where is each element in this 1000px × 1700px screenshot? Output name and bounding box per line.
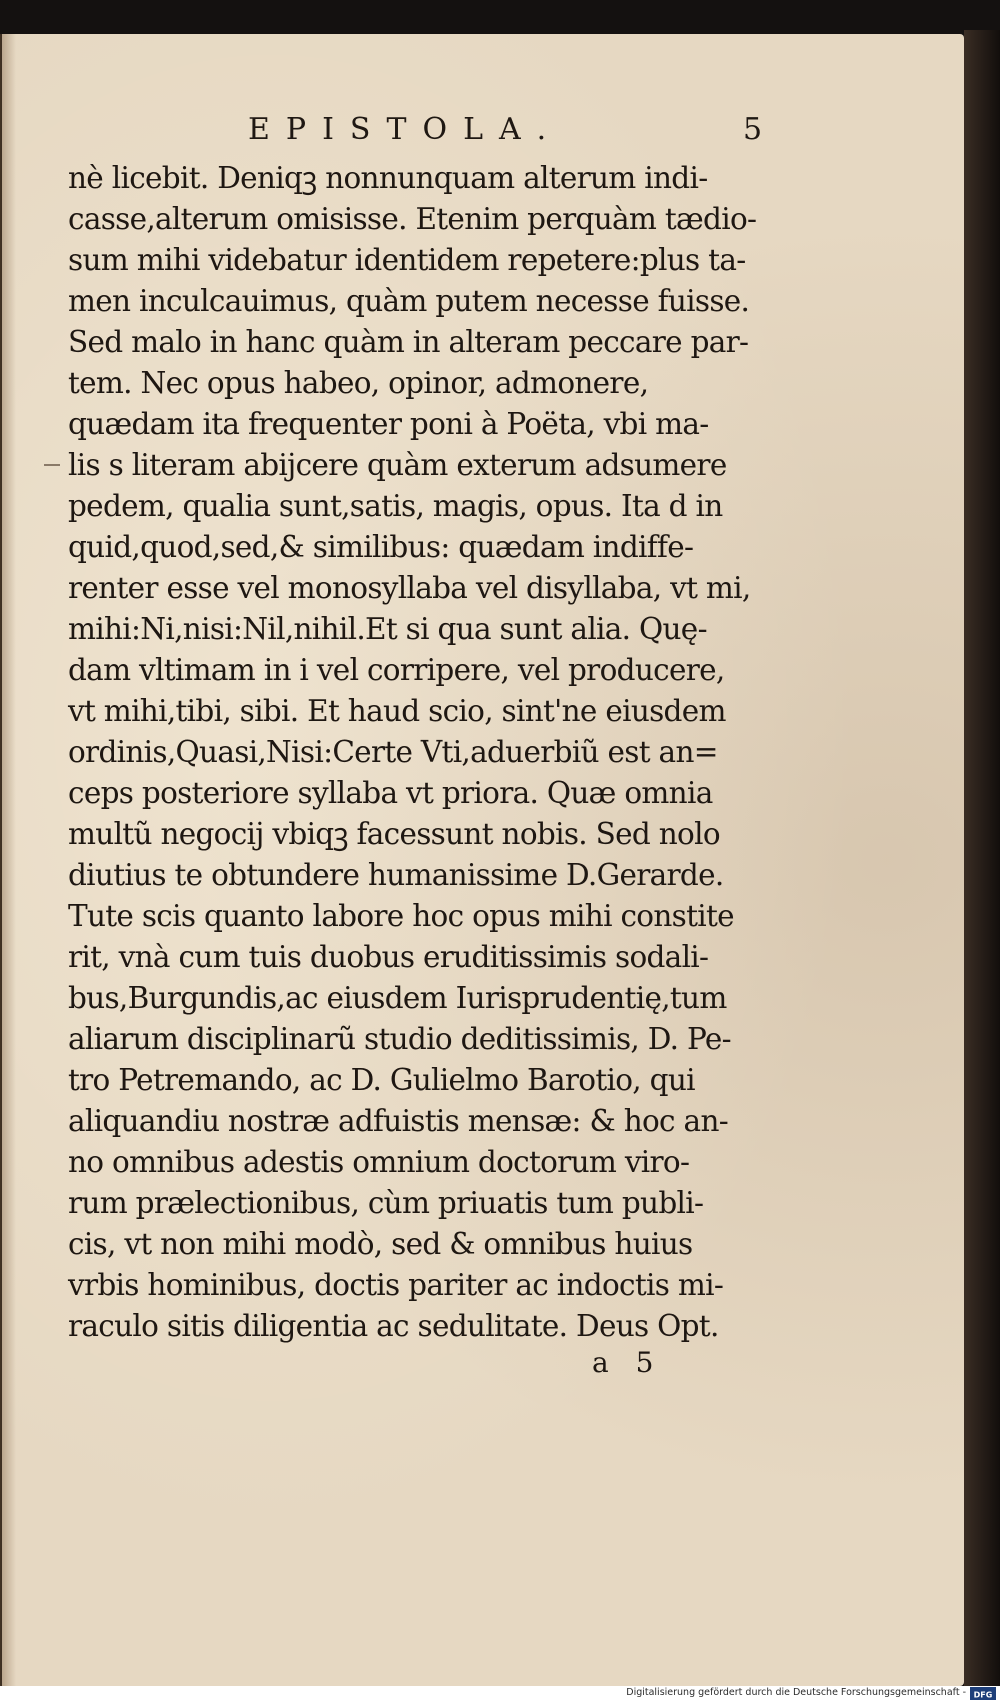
text-line: lis s literam abijcere quàm exterum adsumere [68, 448, 727, 482]
spine-shadow [0, 34, 16, 1686]
text-line: aliquandiu nostræ adfuistis mensæ: & hoc an- [68, 1104, 729, 1138]
text-line: ordinis,Quasi,Nisi:Certe Vti,aduerbiũ est an= [68, 735, 718, 769]
text-line: nè licebit. Deniqꝫ nonnunquam alterum indi- [68, 161, 708, 195]
text-line: sum mihi videbatur identidem repetere:plus ta- [68, 243, 746, 277]
text-line: ceps posteriore syllaba vt priora. Quæ omnia [68, 776, 713, 810]
text-line: vt mihi,tibi, sibi. Et haud scio, sint'ne eiusdem [68, 694, 726, 728]
text-line: no omnibus adestis omnium doctorum viro- [68, 1145, 690, 1179]
text-line: rit, vnà cum tuis duobus eruditissimis sodali- [68, 940, 709, 974]
dfg-logo-text: DFG [973, 1690, 993, 1700]
header-title: EPISTOLA. [248, 112, 563, 147]
text-line: quædam ita frequenter poni à Poëta, vbi ma- [68, 407, 709, 441]
page-number: 5 [743, 112, 763, 147]
text-line: bus,Burgundis,ac eiusdem Iurisprudentię,tum [68, 981, 727, 1015]
text-line: quid,quod,sed,& similibus: quædam indiffe- [68, 530, 694, 564]
text-line: men inculcauimus, quàm putem necesse fuisse. [68, 284, 750, 318]
dfg-logo-icon [970, 1689, 996, 1700]
text-line: dam vltimam in i vel corripere, vel producere, [68, 653, 725, 687]
signature-mark: a 5 [592, 1346, 654, 1379]
margin-mark [44, 464, 60, 466]
text-line: tem. Nec opus habeo, opinor, admonere, [68, 366, 649, 400]
text-line: raculo sitis diligentia ac sedulitate. Deus Opt. [68, 1309, 719, 1343]
text-line: renter esse vel monosyllaba vel disyllaba, vt mi, [68, 571, 751, 605]
text-line: casse,alterum omisisse. Etenim perquàm tædio- [68, 202, 757, 236]
text-line: pedem, qualia sunt,satis, magis, opus. Ita d in [68, 489, 723, 523]
text-line: aliarum disciplinarũ studio deditissimis, D. Pe- [68, 1022, 731, 1056]
page-edge [964, 30, 1000, 1690]
text-line: tro Petremando, ac D. Gulielmo Barotio, qui [68, 1063, 695, 1097]
text-line: diutius te obtundere humanissime D.Gerarde. [68, 858, 724, 892]
text-line: rum prælectionibus, cùm priuatis tum publi- [68, 1186, 704, 1220]
text-line: cis, vt non mihi modò, sed & omnibus huius [68, 1227, 693, 1261]
text-line: multũ negocij vbiqꝫ facessunt nobis. Sed nolo [68, 817, 720, 851]
text-line: vrbis hominibus, doctis pariter ac indoctis mi- [68, 1268, 724, 1302]
text-line: Tute scis quanto labore hoc opus mihi constite [68, 899, 734, 933]
text-line: mihi:Ni,nisi:Nil,nihil.Et si qua sunt alia. Quę- [68, 612, 707, 646]
body-text [68, 158, 768, 1347]
text-line: Sed malo in hanc quàm in alteram peccare par- [68, 325, 749, 359]
running-header [248, 112, 768, 156]
footer-credit: Digitalisierung gefördert durch die Deutsche Forschungsgemeinschaft - [626, 1687, 966, 1698]
dfg-logo [970, 1687, 996, 1698]
